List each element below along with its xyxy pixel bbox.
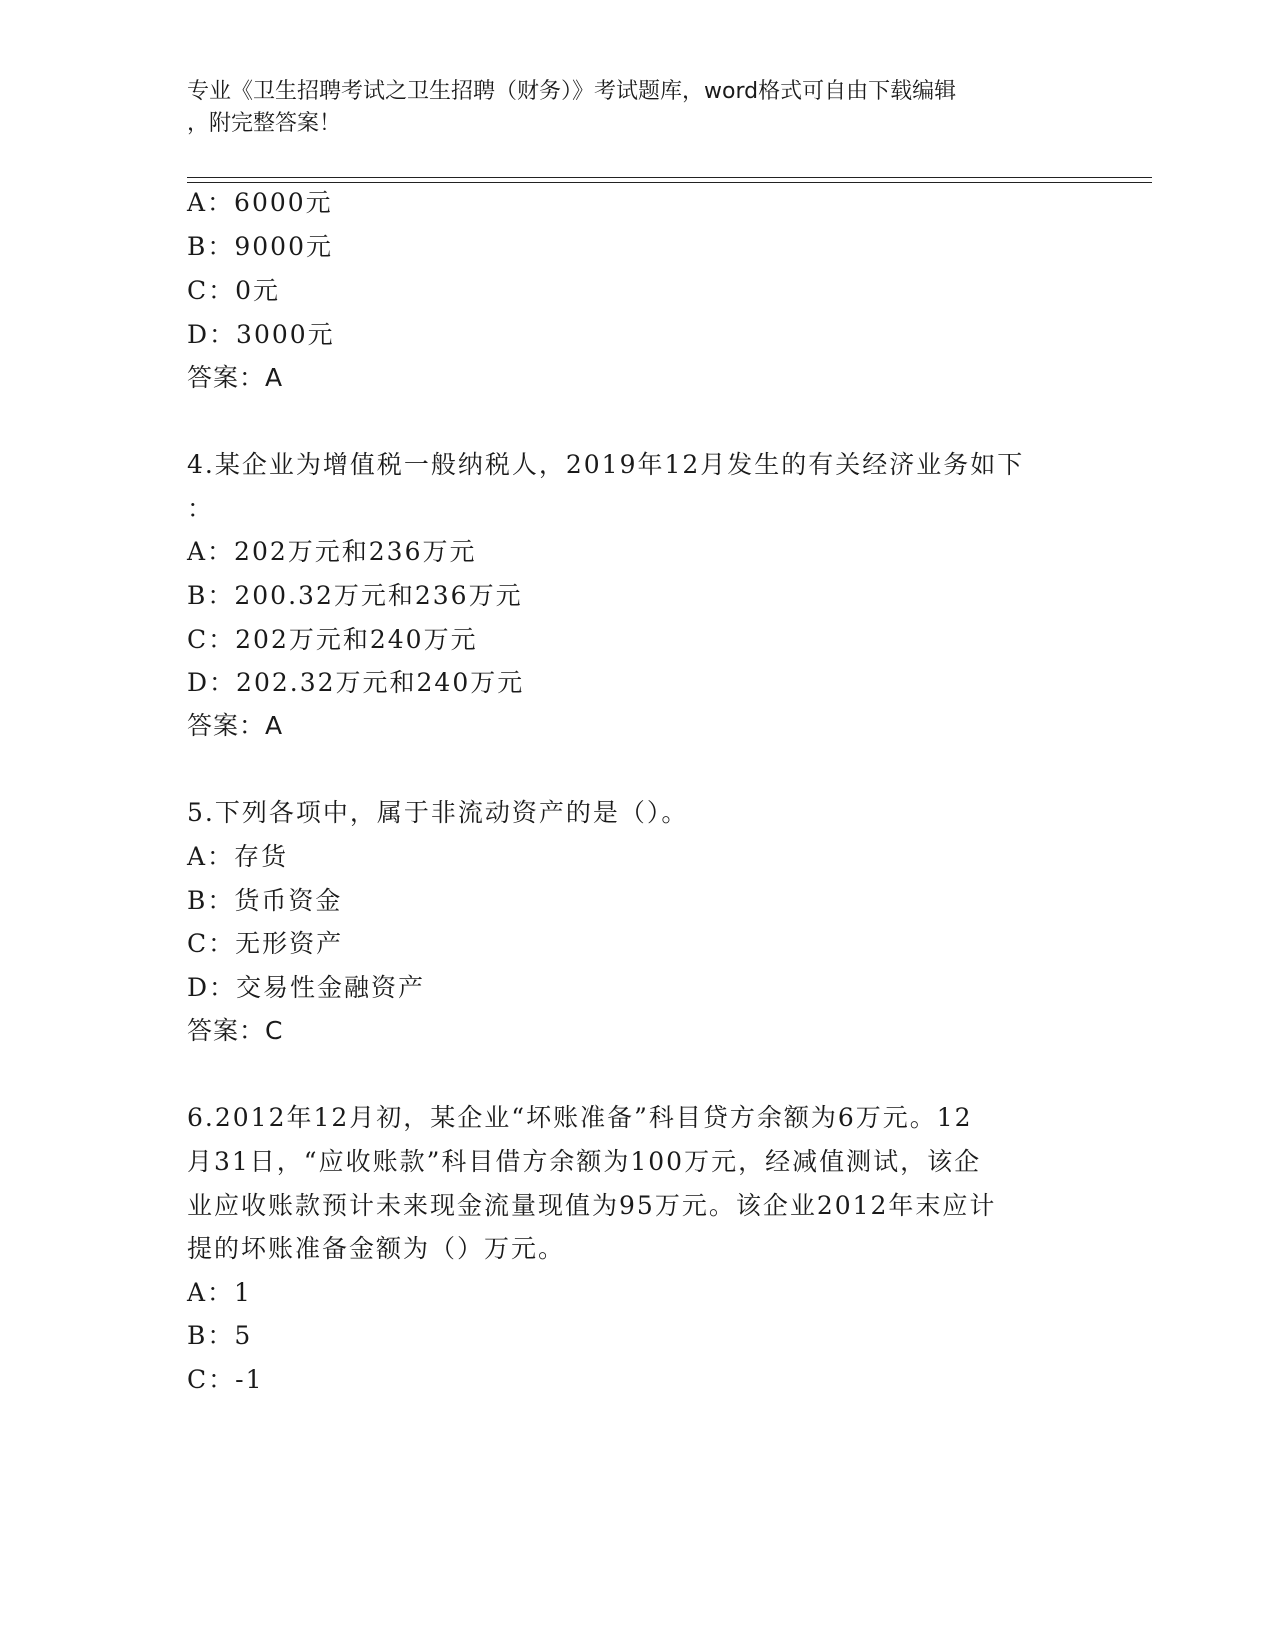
q6-stem-line-1: 6.2012年12月初，某企业“坏账准备”科目贷方余额为6万元。12 xyxy=(187,1103,973,1132)
header-line-1: 专业《卫生招聘考试之卫生招聘（财务）》考试题库，word格式可自由下载编辑 xyxy=(187,79,957,104)
q5-option-d: D：交易性金融资产 xyxy=(187,973,426,1002)
q3-option-c: C：0元 xyxy=(187,276,281,305)
q6-option-a: A：1 xyxy=(187,1278,252,1307)
header-line-2: ，附完整答案！ xyxy=(187,111,342,136)
page-header xyxy=(187,76,1067,140)
q4-answer: 答案：A xyxy=(187,711,284,740)
q5-option-c: C：无形资产 xyxy=(187,929,344,958)
q3-answer: 答案：A xyxy=(187,363,284,392)
q6-option-b: B：5 xyxy=(187,1321,253,1350)
q6-stem-line-4: 提的坏账准备金额为（）万元。 xyxy=(187,1234,566,1263)
q3-option-d: D：3000元 xyxy=(187,320,335,349)
q5-option-b: B：货币资金 xyxy=(187,886,343,915)
q6-stem-line-3: 业应收账款预计未来现金流量现值为95万元。该企业2012年末应计 xyxy=(187,1191,997,1220)
header-rule-bottom xyxy=(187,182,1152,183)
q6-option-c: C：-1 xyxy=(187,1365,264,1394)
header-rule-top xyxy=(187,177,1152,178)
q6-stem-line-2: 月31日，“应收账款”科目借方余额为100万元，经减值测试，该企 xyxy=(187,1147,982,1176)
q4-stem-line-2: ： xyxy=(187,494,215,523)
q5-stem: 5.下列各项中，属于非流动资产的是（）。 xyxy=(187,798,689,827)
q4-option-b: B：200.32万元和236万元 xyxy=(187,581,523,610)
q4-option-c: C：202万元和240万元 xyxy=(187,625,478,654)
q4-option-d: D：202.32万元和240万元 xyxy=(187,668,525,697)
q4-option-a: A：202万元和236万元 xyxy=(187,537,477,566)
q3-option-a: A：6000元 xyxy=(187,188,333,217)
q5-answer: 答案：C xyxy=(187,1016,284,1045)
q5-option-a: A：存货 xyxy=(187,842,289,871)
q3-option-b: B：9000元 xyxy=(187,232,333,261)
q4-stem-line-1: 4.某企业为增值税一般纳税人，2019年12月发生的有关经济业务如下 xyxy=(187,450,1025,479)
